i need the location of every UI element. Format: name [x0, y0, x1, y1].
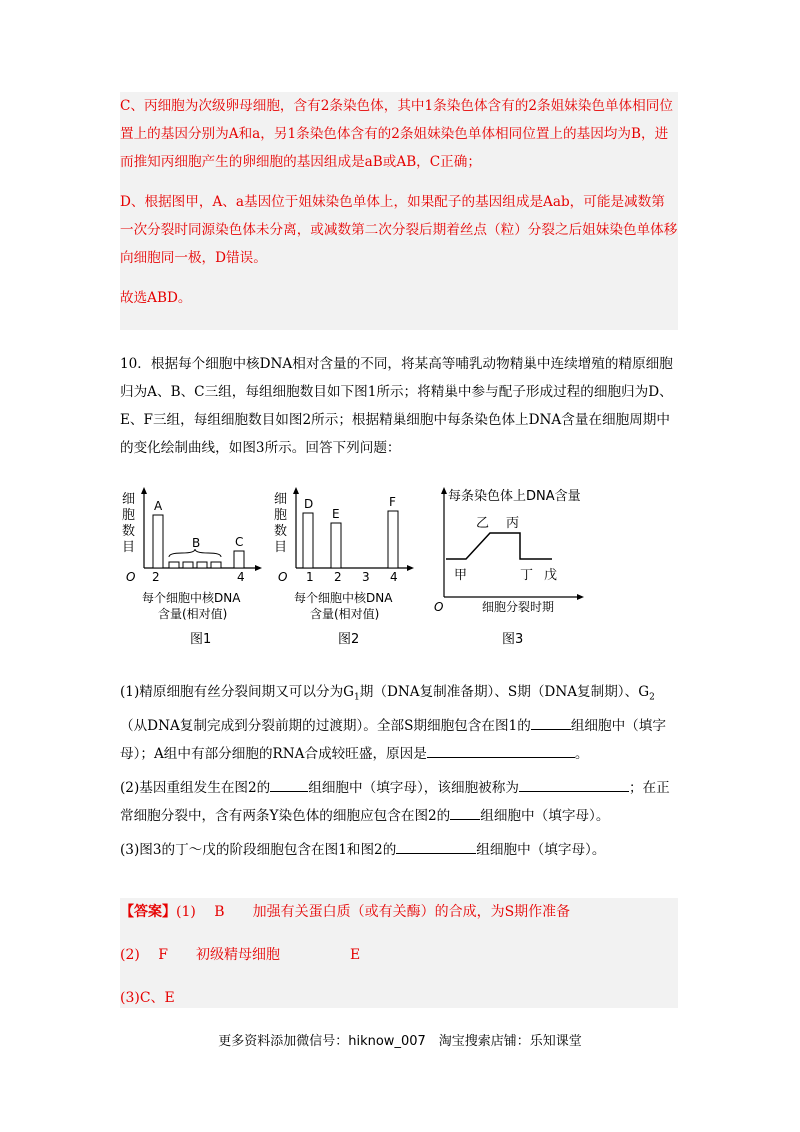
- fig2-ylabel-3: 数: [274, 524, 288, 539]
- fig1-tick-2: 2: [152, 570, 160, 584]
- question-stem: 10．根据每个细胞中核DNA相对含量的不同，将某高等哺乳动物精巢中连续增殖的精原细胞归为A、B、C三组，每组细胞数目如下图1所示；将精巢中参与配子形成过程的细胞归为D、E、F三组，每组细胞数目如图2所示；根据精巢细胞中每条染色体上DNA含量在细胞周期中的变化绘制曲线，如图3所示。回答下列问题：: [120, 356, 673, 456]
- fig2-x-arrow: [407, 565, 414, 571]
- fig2-ylabel-4: 目: [274, 540, 288, 555]
- fig3-xlabel: 细胞分裂时期: [482, 600, 555, 614]
- fig2-origin: O: [278, 570, 288, 584]
- blank-q3-group[interactable]: [396, 839, 476, 854]
- answer-label: 【答案】: [120, 904, 176, 920]
- fig1-y-arrow: [141, 487, 147, 494]
- fig2-bar-d: [303, 513, 313, 568]
- fig3-curve: [446, 533, 552, 559]
- figure-2: [274, 487, 414, 647]
- fig1-origin: O: [126, 570, 136, 584]
- fig1-bar-b4: [211, 562, 221, 568]
- fig2-tick-2: 2: [334, 570, 342, 584]
- fig2-label-d: D: [304, 497, 314, 511]
- fig1-bar-b3: [197, 562, 207, 568]
- fig1-bar-b1: [169, 562, 179, 568]
- fig3-y-arrow: [441, 487, 447, 494]
- fig3-caption: 图3: [502, 632, 524, 647]
- answer-line-1: 【答案】(1) B 加强有关蛋白质（或有关酶）的合成，为S期作准备: [120, 904, 571, 920]
- fig1-bar-a: [153, 515, 163, 568]
- fig2-y-arrow: [293, 487, 299, 494]
- fig1-bar-c: [234, 551, 244, 568]
- fig2-bar-e: [331, 523, 341, 568]
- fig2-bar-f: [388, 511, 398, 568]
- fig2-caption: 图2: [338, 632, 360, 647]
- analysis-conclusion: 故选ABD。: [120, 290, 192, 306]
- fig3-stage-bing: 丙: [506, 516, 520, 531]
- fig2-ylabel-2: 胞: [274, 508, 288, 523]
- footer-text: 更多资料添加微信号：hiknow_007 淘宝搜索店铺：乐知课堂: [218, 1034, 582, 1049]
- subquestion-1: (1)精原细胞有丝分裂间期又可以分为$G_1$期（DNA复制准备期）、S期（DNA复制期）、$G_2$（从DNA复制完成到分裂前期的过渡期）。全部S期细胞包含在图1的 组细胞中（填字母）；A组中有部分细胞的RNA合成较旺盛，原因是 。: [120, 684, 666, 762]
- figure-1: [122, 487, 262, 647]
- answer-line-2: (2) F 初级精母细胞 E: [120, 947, 361, 963]
- blank-q2-y[interactable]: [450, 805, 480, 820]
- figures-svg: [120, 485, 680, 650]
- fig1-caption: 图1: [190, 632, 212, 647]
- fig1-xlabel-2: 含量(相对值): [158, 607, 228, 621]
- fig2-tick-1: 1: [306, 570, 314, 584]
- blank-q1-group[interactable]: [531, 715, 571, 730]
- fig1-ylabel-2: 胞: [122, 508, 136, 523]
- fig3-stage-ding: 丁: [520, 568, 534, 583]
- fig2-label-e: E: [332, 507, 340, 521]
- answer-block: [120, 898, 678, 1008]
- fig1-label-c: C: [235, 535, 244, 549]
- fig1-xlabel-1: 每个细胞中核DNA: [142, 591, 241, 605]
- fig2-tick-3: 3: [362, 570, 370, 584]
- analysis-block: [120, 92, 678, 330]
- fig2-xlabel-2: 含量(相对值): [310, 607, 380, 621]
- fig3-stage-wu: 戊: [544, 568, 558, 583]
- figure-3: [434, 487, 584, 647]
- fig3-origin: O: [434, 600, 444, 614]
- fig3-x-arrow: [577, 594, 584, 600]
- fig2-label-f: F: [389, 495, 396, 509]
- fig1-brace-b: [169, 549, 221, 557]
- analysis-option-d: D、根据图甲，A、a基因位于姐妹染色单体上，如果配子的基因组成是Aab，可能是减数第一次分裂时同源染色体未分离，或减数第二次分裂后期着丝点（粒）分裂之后姐妹染色单体移向细胞同一极，D错误。: [120, 194, 678, 266]
- fig3-stage-yi: 乙: [476, 516, 490, 531]
- fig2-ylabel-1: 细: [274, 492, 288, 507]
- fig1-ylabel-1: 细: [122, 492, 136, 507]
- fig1-x-arrow: [255, 565, 262, 571]
- fig2-tick-4: 4: [390, 570, 398, 584]
- subquestion-2: (2)基因重组发生在图2的 组细胞中（填字母），该细胞被称为 ；在正常细胞分裂中，含有两条Y染色体的细胞应包含在图2的 组细胞中（填字母）。: [120, 774, 678, 830]
- analysis-option-c: C、丙细胞为次级卵母细胞，含有2条染色体，其中1条染色体含有的2条姐妹染色单体相同位置上的基因分别为A和a，另1条染色体含有的2条姐妹染色单体相同位置上的基因均为B，进而推知丙细胞产生的卵细胞的基因组成是aB或AB，C正确；: [120, 98, 673, 170]
- fig1-label-a: A: [154, 499, 163, 513]
- blank-q1-reason[interactable]: [427, 743, 575, 758]
- subquestions: [120, 678, 678, 870]
- question-10: [120, 350, 678, 462]
- blank-q2-cell[interactable]: [519, 777, 629, 792]
- fig3-stage-jia: 甲: [454, 568, 468, 583]
- fig1-label-b: B: [192, 536, 201, 550]
- answer-line-3: (3)C、E: [120, 990, 175, 1006]
- fig1-bar-b2: [183, 562, 193, 568]
- blank-q2-group[interactable]: [270, 777, 308, 792]
- figures-row: [120, 485, 680, 650]
- fig1-ylabel-3: 数: [122, 524, 136, 539]
- fig1-ylabel-4: 目: [122, 540, 136, 555]
- subquestion-3: (3)图3的丁～戊的阶段细胞包含在图1和图2的 组细胞中（填字母）。: [120, 836, 678, 864]
- fig3-ylabel: 每条染色体上DNA含量: [448, 489, 581, 504]
- fig2-xlabel-1: 每个细胞中核DNA: [294, 591, 393, 605]
- fig1-tick-4: 4: [237, 570, 245, 584]
